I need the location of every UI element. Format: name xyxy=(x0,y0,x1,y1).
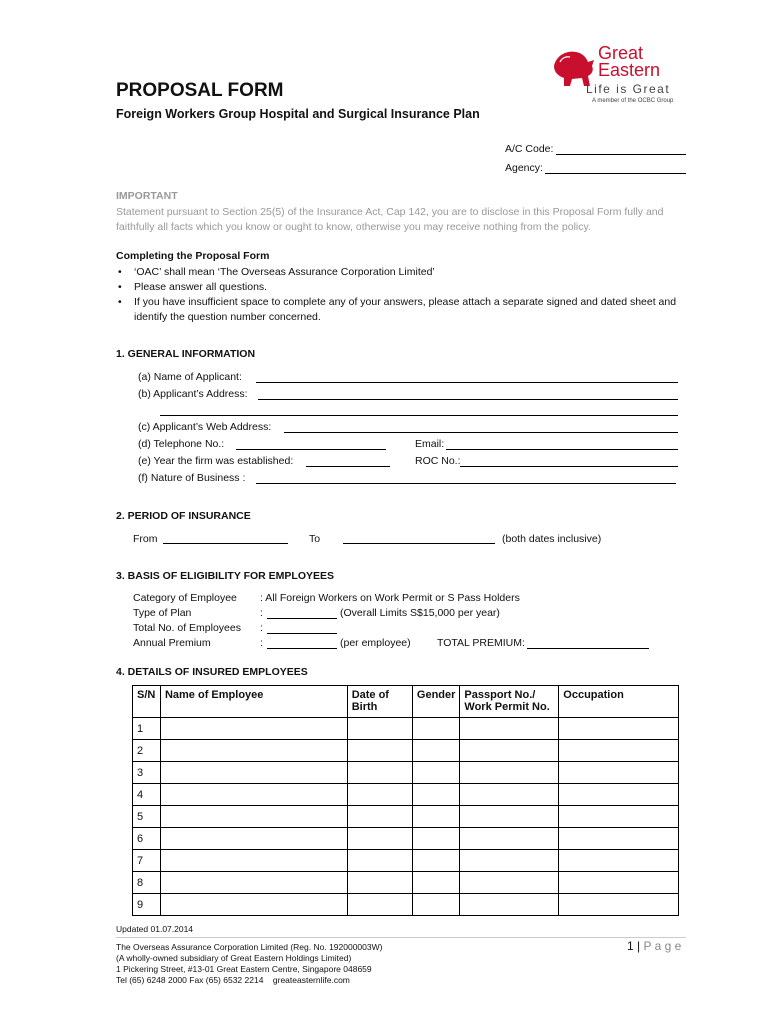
category-value: : All Foreign Workers on Work Permit or S Pass Holders xyxy=(260,592,520,604)
table-row xyxy=(133,828,679,850)
passport-cell[interactable] xyxy=(460,806,559,828)
passport-cell[interactable] xyxy=(460,784,559,806)
page-word: P a g e xyxy=(643,939,682,953)
total-employees-field[interactable] xyxy=(267,633,337,634)
occupation-cell[interactable] xyxy=(559,784,679,806)
important-text: Statement pursuant to Section 25(5) of the Insurance Act, Cap 142, you are to disclose in this Proposal Form fully and faithfully all facts which you know or ought to know, otherwise you may receive nothing from the policy. xyxy=(116,206,664,233)
label-applicant-address: (b) Applicant’s Address: xyxy=(138,388,248,400)
name-cell[interactable] xyxy=(160,718,347,740)
telephone-field[interactable] xyxy=(236,449,386,450)
gender-cell[interactable] xyxy=(412,718,460,740)
table-row xyxy=(133,784,679,806)
gender-cell[interactable] xyxy=(412,806,460,828)
label-from: From xyxy=(133,533,158,545)
dob-cell[interactable] xyxy=(347,718,412,740)
label-plan: Type of Plan xyxy=(133,607,192,619)
occupation-cell[interactable] xyxy=(559,806,679,828)
occupation-cell[interactable] xyxy=(559,850,679,872)
gender-cell[interactable] xyxy=(412,740,460,762)
label-annual-premium: Annual Premium xyxy=(133,637,211,649)
column-header: Passport No./ Work Permit No. xyxy=(460,686,559,718)
table-row xyxy=(133,806,679,828)
row-number: 7 xyxy=(133,850,161,872)
ac-code-label: A/C Code: xyxy=(505,143,554,155)
row-number: 4 xyxy=(133,784,161,806)
passport-cell[interactable] xyxy=(460,850,559,872)
row-number: 8 xyxy=(133,872,161,894)
label-total-premium: TOTAL PREMIUM: xyxy=(437,637,525,649)
footer-subsidiary: (A wholly-owned subsidiary of Great Eastern Holdings Limited) xyxy=(116,953,352,963)
name-cell[interactable] xyxy=(160,762,347,784)
from-date-field[interactable] xyxy=(163,543,288,544)
label-roc: ROC No.: xyxy=(415,455,461,467)
name-cell[interactable] xyxy=(160,828,347,850)
insured-heading: 4. DETAILS OF INSURED EMPLOYEES xyxy=(116,666,308,678)
dob-cell[interactable] xyxy=(347,828,412,850)
occupation-cell[interactable] xyxy=(559,828,679,850)
label-applicant-name: (a) Name of Applicant: xyxy=(138,371,242,383)
table-row xyxy=(133,850,679,872)
applicant-address-field[interactable] xyxy=(258,399,678,400)
ac-code-field[interactable] xyxy=(556,154,686,155)
name-cell[interactable] xyxy=(160,784,347,806)
total-premium-field[interactable] xyxy=(527,648,649,649)
gender-cell[interactable] xyxy=(412,894,460,916)
general-heading: 1. GENERAL INFORMATION xyxy=(116,348,256,360)
employees-table xyxy=(132,685,679,916)
footer-divider xyxy=(116,937,686,938)
passport-cell[interactable] xyxy=(460,762,559,784)
basis-heading: 3. BASIS OF ELIGIBILITY FOR EMPLOYEES xyxy=(116,570,335,582)
occupation-cell[interactable] xyxy=(559,894,679,916)
passport-cell[interactable] xyxy=(460,872,559,894)
row-number: 5 xyxy=(133,806,161,828)
roc-field[interactable] xyxy=(460,466,678,467)
gender-cell[interactable] xyxy=(412,762,460,784)
page-title: PROPOSAL FORM xyxy=(116,80,284,101)
dob-cell[interactable] xyxy=(347,762,412,784)
label-email: Email: xyxy=(415,438,445,450)
dob-cell[interactable] xyxy=(347,806,412,828)
period-heading: 2. PERIOD OF INSURANCE xyxy=(116,510,251,522)
footer-contact: Tel (65) 6248 2000 Fax (65) 6532 2214 greateasternlife.com xyxy=(116,975,350,985)
web-address-field[interactable] xyxy=(284,432,678,433)
plan-field[interactable] xyxy=(267,618,337,619)
applicant-name-field[interactable] xyxy=(256,382,678,383)
occupation-cell[interactable] xyxy=(559,740,679,762)
name-cell[interactable] xyxy=(160,894,347,916)
completing-heading: Completing the Proposal Form xyxy=(116,250,270,262)
occupation-cell[interactable] xyxy=(559,872,679,894)
table-row xyxy=(133,894,679,916)
label-to: To xyxy=(309,533,321,545)
annual-premium-field[interactable] xyxy=(267,648,337,649)
footer-updated: Updated 01.07.2014 xyxy=(116,924,194,934)
table-row xyxy=(133,740,679,762)
row-number: 9 xyxy=(133,894,161,916)
page-number xyxy=(627,939,681,953)
label-telephone: (d) Telephone No.: xyxy=(138,438,225,450)
bullet-list xyxy=(116,265,696,325)
year-established-field[interactable] xyxy=(306,466,390,467)
passport-cell[interactable] xyxy=(460,894,559,916)
dob-cell[interactable] xyxy=(347,740,412,762)
bullet-item: • ‘OAC’ shall mean ‘The Overseas Assurance Corporation Limited’ xyxy=(118,266,435,278)
column-header: S/N xyxy=(133,686,161,718)
dob-cell[interactable] xyxy=(347,872,412,894)
label-total-employees: Total No. of Employees xyxy=(133,622,241,634)
premium-note: (per employee) xyxy=(340,637,411,649)
dob-cell[interactable] xyxy=(347,894,412,916)
label-year-established: (e) Year the firm was established: xyxy=(138,455,294,467)
logo-line1: Great xyxy=(598,43,644,63)
company-logo xyxy=(548,44,678,108)
gender-cell[interactable] xyxy=(412,850,460,872)
plan-note: (Overall Limits S$15,000 per year) xyxy=(340,607,500,619)
column-header: Name of Employee xyxy=(160,686,347,718)
column-header: Occupation xyxy=(559,686,679,718)
dob-cell[interactable] xyxy=(347,850,412,872)
label-nature-business: (f) Nature of Business : xyxy=(138,472,246,484)
applicant-address-field-2[interactable] xyxy=(160,415,678,416)
passport-cell[interactable] xyxy=(460,718,559,740)
gender-cell[interactable] xyxy=(412,828,460,850)
column-header: Gender xyxy=(412,686,460,718)
bullet-item: • Please answer all questions. xyxy=(118,281,268,293)
name-cell[interactable] xyxy=(160,740,347,762)
page-number-value: 1 xyxy=(627,939,634,953)
name-cell[interactable] xyxy=(160,806,347,828)
passport-cell[interactable] xyxy=(460,828,559,850)
to-date-field[interactable] xyxy=(343,543,495,544)
total-colon: : xyxy=(260,622,263,634)
footer-company: The Overseas Assurance Corporation Limited (Reg. No. 192000003W) xyxy=(116,942,383,952)
passport-cell[interactable] xyxy=(460,740,559,762)
label-web-address: (c) Applicant’s Web Address: xyxy=(138,421,272,433)
agency-field[interactable] xyxy=(545,173,686,174)
agency-label: Agency: xyxy=(505,162,543,174)
name-cell[interactable] xyxy=(160,872,347,894)
name-cell[interactable] xyxy=(160,850,347,872)
row-number: 1 xyxy=(133,718,161,740)
email-field[interactable] xyxy=(446,449,678,450)
occupation-cell[interactable] xyxy=(559,762,679,784)
table-row xyxy=(133,762,679,784)
gender-cell[interactable] xyxy=(412,872,460,894)
row-number: 6 xyxy=(133,828,161,850)
important-heading: IMPORTANT xyxy=(116,190,178,202)
bullet-item: • If you have insufficient space to complete any of your answers, please attach a separate signed and dated sheet and identify the question number concerned. xyxy=(118,296,677,323)
page-separator: | xyxy=(637,939,644,953)
occupation-cell[interactable] xyxy=(559,718,679,740)
row-number: 2 xyxy=(133,740,161,762)
premium-colon: : xyxy=(260,637,263,649)
nature-business-field[interactable] xyxy=(256,483,676,484)
label-category: Category of Employee xyxy=(133,592,237,604)
dob-cell[interactable] xyxy=(347,784,412,806)
table-row xyxy=(133,718,679,740)
table-row xyxy=(133,872,679,894)
gender-cell[interactable] xyxy=(412,784,460,806)
period-note: (both dates inclusive) xyxy=(502,533,602,545)
logo-tagline: Life is Great xyxy=(586,82,671,96)
table-header-row xyxy=(133,686,679,718)
logo-line2: Eastern xyxy=(598,60,661,80)
logo-member: A member of the OCBC Group xyxy=(592,98,674,104)
column-header: Date of Birth xyxy=(347,686,412,718)
row-number: 3 xyxy=(133,762,161,784)
page-subtitle: Foreign Workers Group Hospital and Surgical Insurance Plan xyxy=(116,107,480,121)
plan-colon: : xyxy=(260,607,263,619)
footer-address: 1 Pickering Street, #13-01 Great Eastern Centre, Singapore 048659 xyxy=(116,964,372,974)
